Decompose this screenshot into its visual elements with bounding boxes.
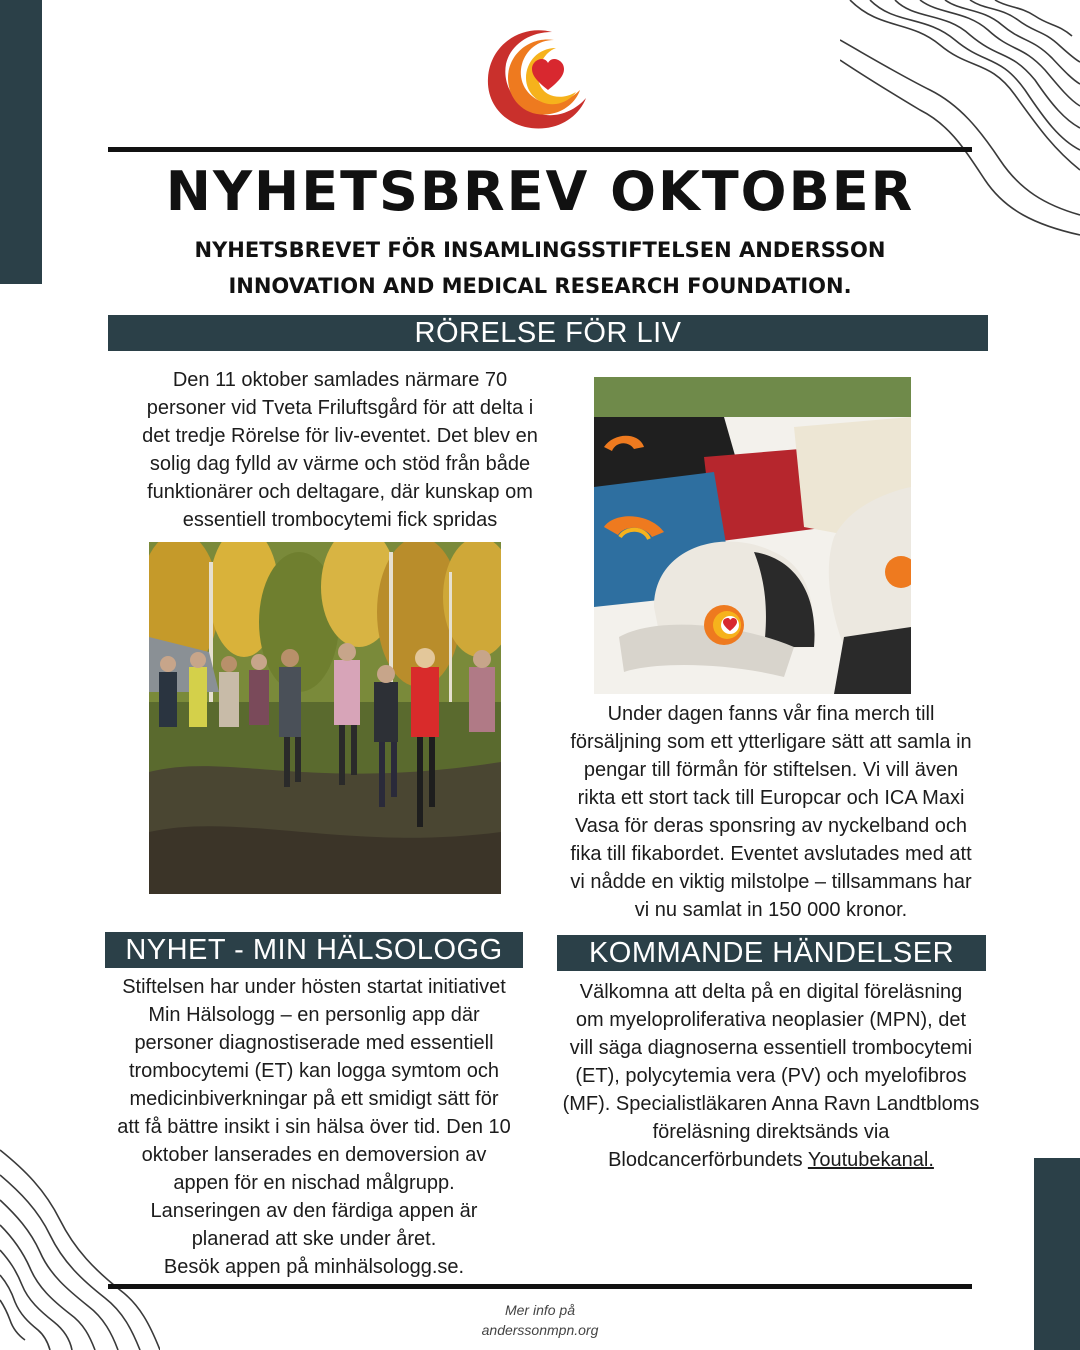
section-heading-halsologg: NYHET - MIN HÄLSOLOGG <box>105 932 523 968</box>
text-line: Den 11 oktober samlades närmare 70 <box>172 369 508 391</box>
text-line: planerad att ske under året. <box>191 1228 437 1250</box>
text-line: det tredje Rörelse för liv-eventet. Det blev en <box>142 425 538 447</box>
bottom-divider <box>108 1284 972 1289</box>
text-line: vi nu samlat in 150 000 kronor. <box>634 899 908 921</box>
text-line: Välkomna att delta på en digital föreläsning <box>579 981 963 1003</box>
foundation-logo <box>486 26 590 132</box>
text-line: Stiftelsen har under hösten startat initiativet <box>122 976 506 998</box>
footer-website: anderssonmpn.org <box>481 1322 599 1338</box>
text-line: medicinbiverkningar på ett smidigt sätt för <box>129 1088 499 1110</box>
text-line: om myeloproliferativa neoplasier (MPN), det <box>575 1009 967 1031</box>
page-title: NYHETSBREV OKTOBER <box>165 160 915 223</box>
youtube-channel-link[interactable]: Youtubekanal. <box>807 1149 934 1171</box>
text-line: (ET), polycytemia vera (PV) och myelofibros <box>575 1065 967 1087</box>
text-line <box>548 1146 994 1174</box>
text-line: vill säga diagnoserna essentiell trombocytemi <box>569 1037 973 1059</box>
text-line: solig dag fylld av värme och stöd från både <box>149 453 531 475</box>
text-line: personer diagnostiserade med essentiell <box>134 1032 494 1054</box>
text-line: fika till fikabordet. Eventet avslutades med att <box>570 843 972 865</box>
text-fragment: Blodcancerförbundets <box>608 1149 808 1171</box>
subtitle-line: INNOVATION AND MEDICAL RESEARCH FOUNDATION. <box>228 274 852 298</box>
text-line: oktober lanserades en demoversion av <box>141 1144 487 1166</box>
text-line: Besök appen på minhälsologg.se. <box>163 1256 465 1278</box>
footer <box>0 1300 1080 1340</box>
text-line: försäljning som ett ytterligare sätt att samla in <box>570 731 972 753</box>
text-line: att få bättre insikt i sin hälsa över tid. Den 10 <box>117 1116 511 1138</box>
text-line: essentiell trombocytemi fick spridas <box>182 509 498 531</box>
halsologg-text <box>96 973 532 1281</box>
section-heading-kommande: KOMMANDE HÄNDELSER <box>557 935 986 971</box>
text-line: Lanseringen av den färdiga appen är <box>150 1200 478 1222</box>
text-line: Vasa för deras sponsring av nyckelband och <box>574 815 968 837</box>
text-line: vi nådde en viktig milstolpe – tillsammans har <box>570 871 972 893</box>
photo-runners <box>149 542 501 894</box>
section-heading-rorelse: RÖRELSE FÖR LIV <box>108 315 988 351</box>
text-line: personer vid Tveta Friluftsgård för att delta i <box>146 397 534 419</box>
left-accent-bar <box>0 0 42 284</box>
top-divider <box>108 147 972 152</box>
photo-merch <box>594 377 911 694</box>
subtitle-line: NYHETSBREVET FÖR INSAMLINGSSTIFTELSEN ANDERSSON <box>194 238 886 262</box>
text-line: Under dagen fanns vår fina merch till <box>607 703 935 725</box>
text-line: föreläsning direktsänds via <box>652 1121 890 1143</box>
text-line: rikta ett stort tack till Europcar och ICA Maxi <box>577 787 965 809</box>
text-line: trombocytemi (ET) kan logga symtom och <box>128 1060 500 1082</box>
footer-line: Mer info på <box>504 1302 576 1318</box>
text-line: pengar till förmån för stiftelsen. Vi vill även <box>583 759 959 781</box>
page-subtitle <box>120 232 960 304</box>
rorelse-merch-text <box>548 700 994 924</box>
text-line: funktionärer och deltagare, där kunskap om <box>147 481 533 503</box>
text-line: appen för en nischad målgrupp. <box>173 1172 455 1194</box>
kommande-text <box>548 978 994 1174</box>
text-line: Min Hälsologg – en personlig app där <box>148 1004 480 1026</box>
text-line: (MF). Specialistläkaren Anna Ravn Landtbloms <box>562 1093 980 1115</box>
rorelse-intro-text <box>100 366 580 534</box>
